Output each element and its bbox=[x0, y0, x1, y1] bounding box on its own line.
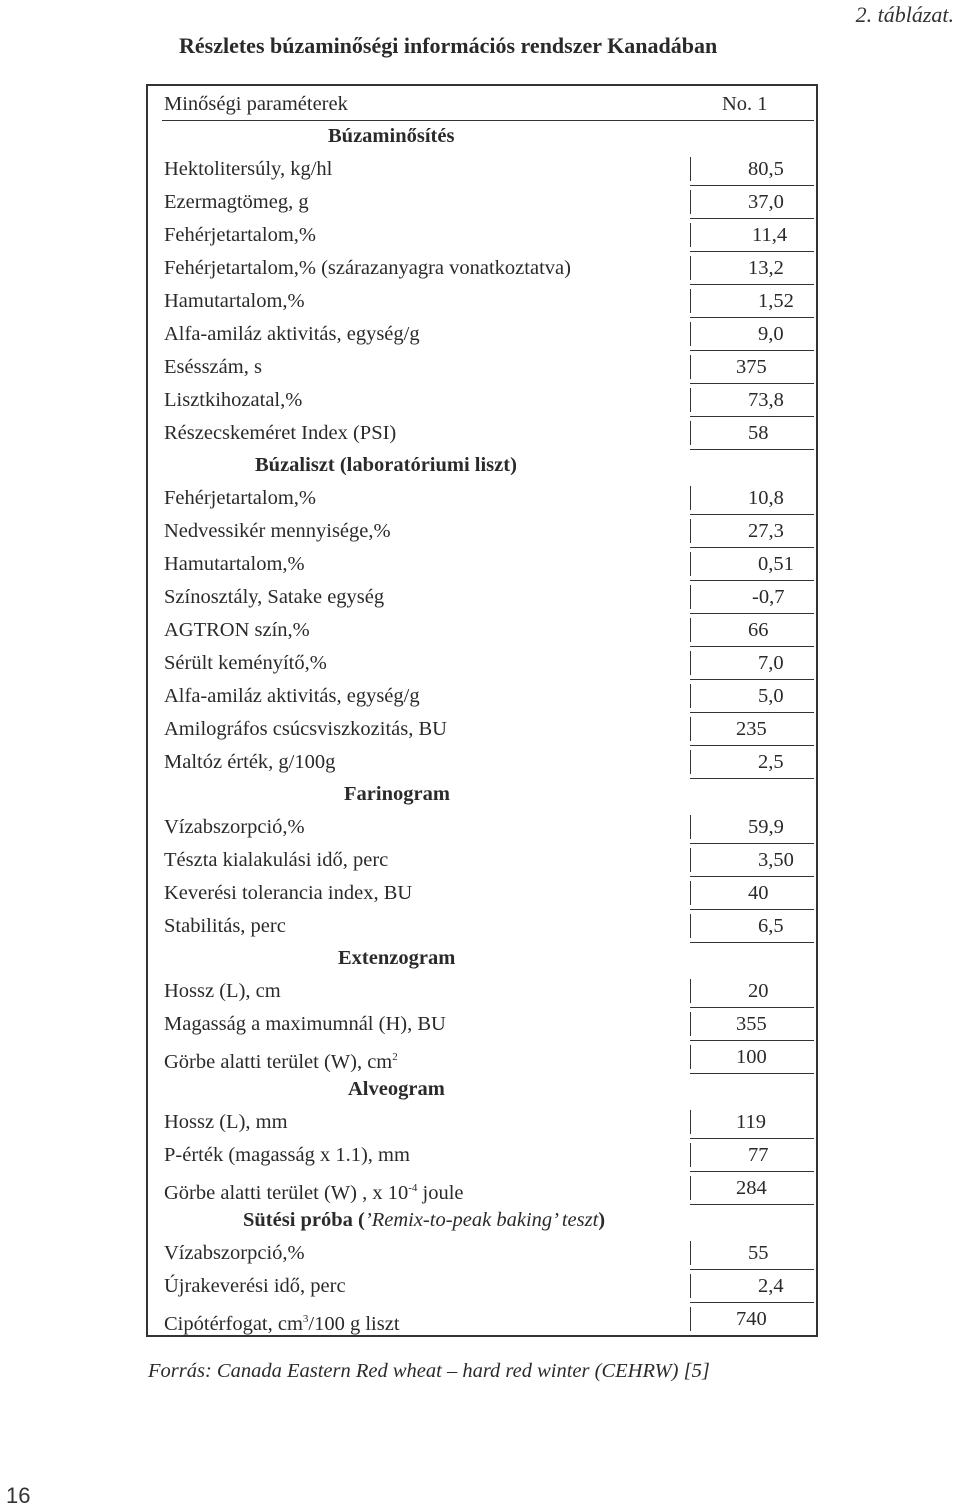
superscript: -4 bbox=[408, 1182, 418, 1194]
row-label: Nedvessikér mennyisége,% bbox=[164, 520, 391, 542]
row-label: Esésszám, s bbox=[164, 356, 262, 378]
column-divider bbox=[690, 750, 691, 774]
row-label: Amilográfos csúcsviszkozitás, BU bbox=[164, 718, 447, 740]
table-number-label: 2. táblázat. bbox=[855, 2, 954, 27]
table-row bbox=[162, 680, 816, 712]
row-value: 7,0 bbox=[758, 652, 784, 674]
table-row bbox=[162, 746, 816, 778]
row-label: Fehérjetartalom,% bbox=[164, 487, 316, 509]
row-value: 284 bbox=[736, 1177, 767, 1199]
table-row bbox=[162, 581, 816, 613]
row-value: 59,9 bbox=[748, 816, 784, 838]
row-label: Alfa-amiláz aktivitás, egység/g bbox=[164, 685, 420, 707]
row-label: Maltóz érték, g/100g bbox=[164, 751, 336, 773]
row-value: 119 bbox=[736, 1111, 766, 1133]
row-label-text-suffix: /100 g liszt bbox=[308, 1313, 400, 1335]
column-divider bbox=[690, 289, 691, 313]
section-heading-farinogram: Farinogram bbox=[344, 783, 450, 805]
column-divider bbox=[690, 552, 691, 576]
table-row bbox=[162, 548, 816, 580]
row-label: Vízabszorpció,% bbox=[164, 1242, 305, 1264]
row-label: Lisztkihozatal,% bbox=[164, 389, 303, 411]
column-divider bbox=[690, 815, 691, 839]
table-row bbox=[162, 975, 816, 1007]
column-divider bbox=[690, 519, 691, 543]
page-number: 16 bbox=[6, 1483, 31, 1508]
row-label: Keverési tolerancia index, BU bbox=[164, 882, 413, 904]
row-label: Sérült keményítő,% bbox=[164, 652, 327, 674]
row-label bbox=[164, 1303, 400, 1335]
row-value: 740 bbox=[736, 1308, 767, 1330]
row-value: 355 bbox=[736, 1013, 767, 1035]
table-row bbox=[162, 186, 816, 218]
row-label: P-érték (magasság x 1.1), mm bbox=[164, 1144, 410, 1166]
row-label: Újrakeverési idő, perc bbox=[164, 1275, 346, 1297]
table-row bbox=[162, 1172, 816, 1204]
table-row bbox=[162, 844, 816, 876]
row-value: 235 bbox=[736, 718, 767, 740]
column-divider bbox=[690, 486, 691, 510]
table-row bbox=[162, 713, 816, 745]
section-heading-baking-test bbox=[243, 1204, 605, 1236]
table-row bbox=[162, 877, 816, 909]
cell-underline bbox=[690, 1204, 814, 1205]
column-divider bbox=[690, 717, 691, 741]
table-row bbox=[162, 1139, 816, 1171]
table-row bbox=[162, 1237, 816, 1269]
row-label: AGTRON szín,% bbox=[164, 619, 310, 641]
cell-underline bbox=[690, 778, 814, 779]
table-row bbox=[162, 811, 816, 843]
row-value: 2,5 bbox=[758, 751, 784, 773]
row-label: Hamutartalom,% bbox=[164, 553, 305, 575]
row-label: Hamutartalom,% bbox=[164, 290, 305, 312]
row-value: 58 bbox=[748, 422, 769, 444]
row-label: Ezermagtömeg, g bbox=[164, 191, 309, 213]
section-heading-alveogram: Alveogram bbox=[348, 1078, 445, 1100]
table-title: Részletes búzaminőségi információs rendszer Kanadában bbox=[179, 33, 718, 58]
cell-underline bbox=[690, 942, 814, 943]
table-row bbox=[162, 351, 816, 383]
header-column-no1: No. 1 bbox=[722, 93, 768, 115]
row-label: Tészta kialakulási idő, perc bbox=[164, 849, 389, 871]
row-label: Fehérjetartalom,% bbox=[164, 224, 316, 246]
column-divider bbox=[690, 1045, 691, 1069]
row-value: 6,5 bbox=[758, 915, 784, 937]
column-divider bbox=[690, 1143, 691, 1167]
row-value: 77 bbox=[748, 1144, 769, 1166]
section-heading-bold-part: Sütési próba ( bbox=[243, 1209, 365, 1231]
column-divider bbox=[690, 1274, 691, 1298]
row-label: Részecskeméret Index (PSI) bbox=[164, 422, 397, 444]
row-value: 0,51 bbox=[758, 553, 794, 575]
row-label-text: Görbe alatti terület (W) , x 10 bbox=[164, 1182, 409, 1204]
table-header-row bbox=[162, 88, 816, 120]
row-value: 3,50 bbox=[758, 849, 794, 871]
table-row bbox=[162, 482, 816, 514]
row-value: 80,5 bbox=[748, 158, 784, 180]
row-value: 66 bbox=[748, 619, 769, 641]
row-label-text: Görbe alatti terület (W), cm bbox=[164, 1051, 393, 1073]
column-divider bbox=[690, 1307, 691, 1331]
row-value: 9,0 bbox=[758, 323, 784, 345]
row-label bbox=[164, 1041, 398, 1073]
cell-underline bbox=[690, 1073, 814, 1074]
section-heading-italic-part: ’Remix-to-peak baking’ teszt bbox=[364, 1209, 599, 1231]
superscript: 2 bbox=[392, 1051, 398, 1063]
row-value: 37,0 bbox=[748, 191, 784, 213]
row-value: 20 bbox=[748, 980, 769, 1002]
table-row bbox=[162, 417, 816, 449]
column-divider bbox=[690, 1012, 691, 1036]
row-label: Magasság a maximumnál (H), BU bbox=[164, 1013, 446, 1035]
table-row bbox=[162, 647, 816, 679]
row-value: 5,0 bbox=[758, 685, 784, 707]
row-label: Fehérjetartalom,% (szárazanyagra vonatkoztatva) bbox=[164, 257, 571, 279]
row-label: Hektolitersúly, kg/hl bbox=[164, 158, 333, 180]
column-divider bbox=[690, 684, 691, 708]
row-label: Alfa-amiláz aktivitás, egység/g bbox=[164, 323, 420, 345]
column-divider bbox=[690, 355, 691, 379]
column-divider bbox=[690, 651, 691, 675]
row-label: Hossz (L), cm bbox=[164, 980, 281, 1002]
row-value: 13,2 bbox=[748, 257, 784, 279]
source-note: Forrás: Canada Eastern Red wheat – hard red winter (CEHRW) [5] bbox=[148, 1360, 710, 1382]
row-label: Színosztály, Satake egység bbox=[164, 586, 385, 608]
row-value: 375 bbox=[736, 356, 767, 378]
row-value: 1,52 bbox=[758, 290, 794, 312]
row-label-text: Cipótérfogat, cm bbox=[164, 1313, 303, 1335]
row-label-text-suffix: joule bbox=[417, 1182, 464, 1204]
row-value: 55 bbox=[748, 1242, 769, 1264]
column-divider bbox=[690, 256, 691, 280]
row-label: Vízabszorpció,% bbox=[164, 816, 305, 838]
section-heading-wheat-grading: Búzaminősítés bbox=[328, 125, 455, 147]
row-value: 10,8 bbox=[748, 487, 784, 509]
row-value: 27,3 bbox=[748, 520, 784, 542]
section-heading-wheat-flour: Búzaliszt (laboratóriumi liszt) bbox=[255, 454, 517, 476]
column-divider bbox=[690, 388, 691, 412]
section-heading-extenzogram: Extenzogram bbox=[338, 947, 456, 969]
column-divider bbox=[690, 1110, 691, 1134]
table-row bbox=[162, 219, 816, 251]
row-value: -0,7 bbox=[752, 586, 785, 608]
section-heading-closing: ) bbox=[598, 1209, 606, 1231]
column-divider bbox=[690, 157, 691, 181]
table-row bbox=[162, 614, 816, 646]
column-divider bbox=[690, 1176, 691, 1200]
table-row bbox=[162, 1041, 816, 1073]
table-row bbox=[162, 285, 816, 317]
cell-underline bbox=[690, 449, 814, 450]
row-label: Stabilitás, perc bbox=[164, 915, 286, 937]
table-row bbox=[162, 1106, 816, 1138]
column-divider bbox=[690, 848, 691, 872]
row-value: 2,4 bbox=[758, 1275, 784, 1297]
table-row bbox=[162, 1008, 816, 1040]
table-row bbox=[162, 318, 816, 350]
column-divider bbox=[690, 1241, 691, 1265]
row-value: 40 bbox=[748, 882, 769, 904]
column-divider bbox=[690, 223, 691, 247]
table-row bbox=[162, 1270, 816, 1302]
table-row bbox=[162, 515, 816, 547]
table-row bbox=[162, 910, 816, 942]
header-parameter-label: Minőségi paraméterek bbox=[164, 93, 348, 115]
table-row bbox=[162, 1303, 816, 1335]
column-divider bbox=[690, 190, 691, 214]
column-divider bbox=[690, 585, 691, 609]
column-divider bbox=[690, 914, 691, 938]
column-divider bbox=[690, 618, 691, 642]
table-row bbox=[162, 384, 816, 416]
row-value: 11,4 bbox=[752, 224, 788, 246]
quality-parameters-table bbox=[146, 84, 818, 1337]
row-value: 100 bbox=[736, 1046, 767, 1068]
row-label: Hossz (L), mm bbox=[164, 1111, 288, 1133]
column-divider bbox=[690, 322, 691, 346]
table-row bbox=[162, 252, 816, 284]
column-divider bbox=[690, 979, 691, 1003]
table-row bbox=[162, 153, 816, 185]
row-label bbox=[164, 1172, 464, 1204]
header-divider bbox=[162, 120, 814, 121]
superscript: 3 bbox=[302, 1313, 309, 1325]
column-divider bbox=[690, 421, 691, 445]
row-value: 73,8 bbox=[748, 389, 784, 411]
column-divider bbox=[690, 881, 691, 905]
